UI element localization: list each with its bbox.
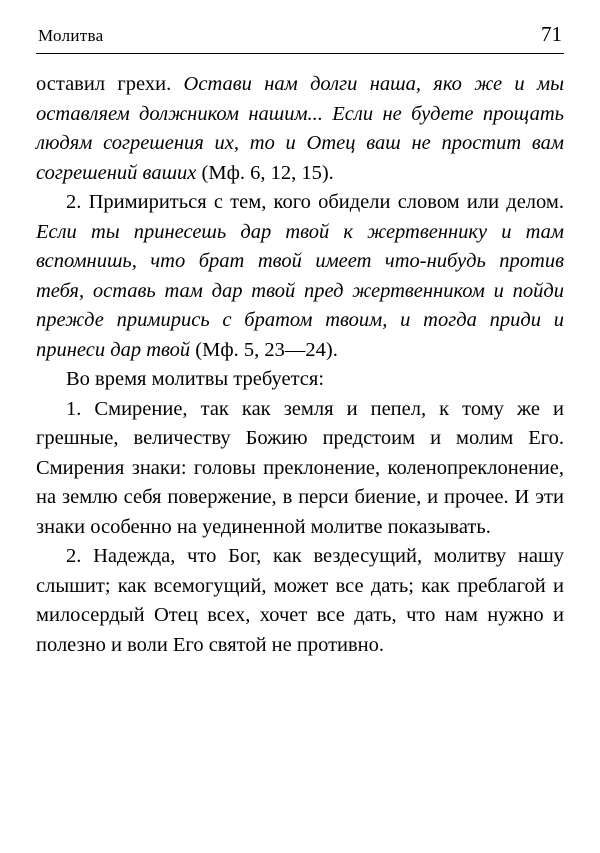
text-run: 1. Смирение, так как земля и пепел, к тому же и грешные, величеству Божию предстоим и молим Его. Смирения знаки: головы преклонение, коленопреклонение, на землю себя повержение, в перси биение, и прочее. И эти знаки особенно на уединенной молитве показывать.	[36, 397, 564, 538]
paragraph	[36, 188, 564, 365]
text-run: 2. Примириться с тем, кого обидели словом или делом.	[66, 191, 564, 214]
paragraph	[36, 542, 564, 660]
scripture-quote: Если ты принесешь дар твой к жертвеннику и там вспомнишь, что брат твой имеет что-нибудь против тебя, оставь там дар твой пред жертвенником и пойди прежде примирись с братом твоим, и тогда приди и принеси дар твой	[36, 220, 564, 361]
text-run: (Мф. 5, 23—24).	[190, 338, 338, 361]
running-head-title: Молитва	[38, 26, 104, 45]
scripture-quote: Остави нам долги наша, яко же и мы оставляем должником нашим... Если не будете прощать людям согрешения их, то и Отец ваш не простит вам согрешений ваших	[36, 73, 564, 184]
page-number: 71	[541, 22, 562, 46]
paragraph	[36, 395, 564, 543]
paragraph	[36, 70, 564, 188]
paragraph	[36, 365, 564, 395]
page-header	[36, 22, 564, 51]
text-run: 2. Надежда, что Бог, как вездесущий, молитву нашу слышит; как всемогущий, может все дать; как преблагой и милосердый Отец всех, хочет все дать, что нам нужно и полезно и воли Его святой не противно.	[36, 545, 564, 656]
text-run: Во время молитвы требуется:	[66, 368, 325, 391]
header-divider	[36, 53, 564, 54]
text-run: оставил грехи.	[36, 73, 184, 95]
text-run: (Мф. 6, 12, 15).	[196, 161, 334, 184]
body-text	[36, 70, 564, 660]
